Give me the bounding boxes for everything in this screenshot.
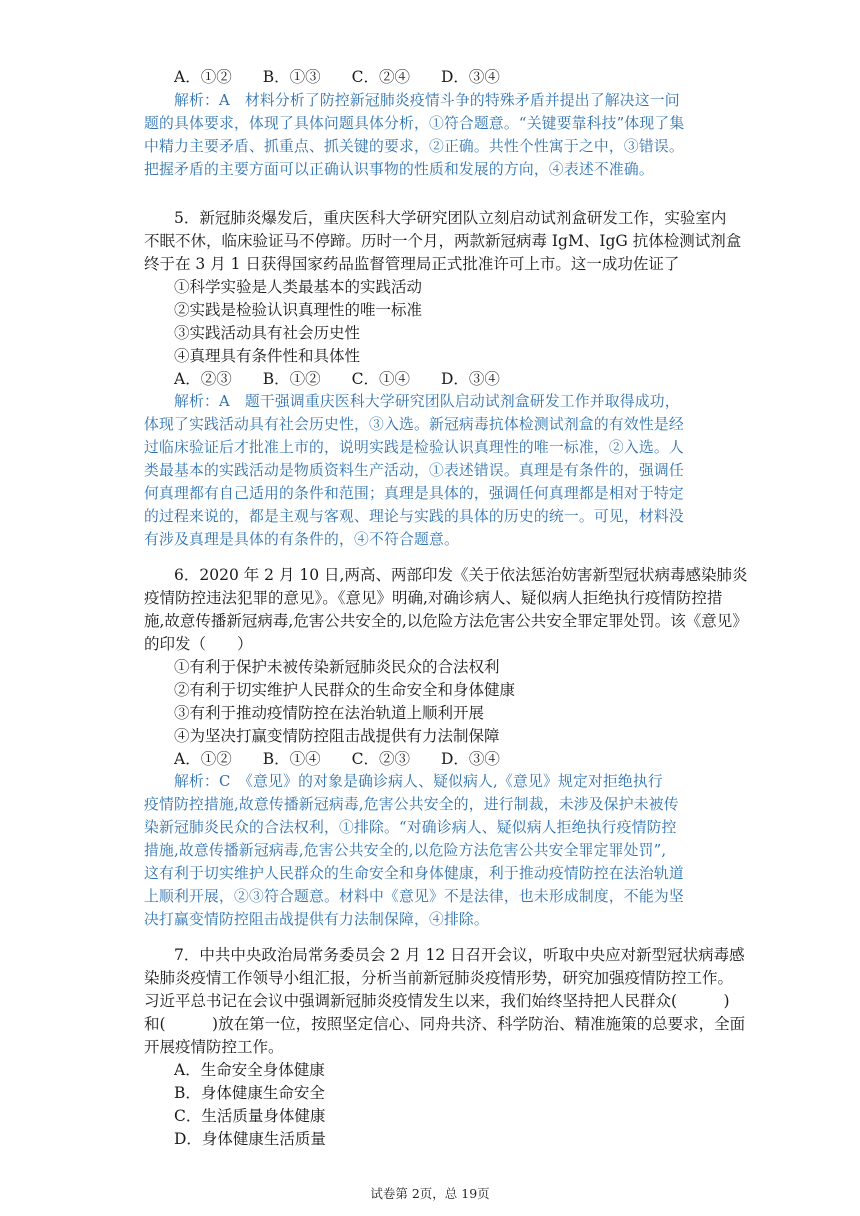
q6-analysis-line: 上顺利开展，②③符合题意。材料中《意见》不是法律，也未形成制度，不能为坚 xyxy=(144,888,684,905)
q7-choice-b: B．身体健康生命安全 xyxy=(174,1084,325,1102)
q6-options: A．①② B．①④ C．②③ D．③④ xyxy=(174,750,500,768)
q4-analysis-line: 题的具体要求，体现了具体问题具体分析，①符合题意。“关键要靠科技”体现了集 xyxy=(144,115,685,132)
q6-analysis-line: 解析：C 《意见》的对象是确诊病人、疑似病人,《意见》规定对拒绝执行 xyxy=(174,773,663,790)
q4-analysis-line: 中精力主要矛盾、抓重点、抓关键的要求，②正确。共性个性寓于之中，③错误。 xyxy=(144,138,684,155)
q7-stem-line: 开展疫情防控工作。 xyxy=(144,1038,284,1056)
q6-stem-line: 施,故意传播新冠病毒,危害公共安全的,以危险方法危害公共安全罪定罪处罚。该《意见》 xyxy=(144,612,748,630)
q7-stem-line: 习近平总书记在会议中强调新冠肺炎疫情发生以来，我们始终坚持把人民群众( ) xyxy=(144,992,730,1010)
q4-analysis-line: 解析：A 材料分析了防控新冠肺炎疫情斗争的特殊矛盾并提出了解决这一问 xyxy=(174,92,680,109)
q5-analysis-line: 过临床验证后才批准上市的，说明实践是检验认识真理性的唯一标准，②入选。人 xyxy=(144,439,684,456)
q7-choice-a: A．生命安全身体健康 xyxy=(174,1061,325,1079)
q5-stem-line: 不眠不休，临床验证马不停蹄。历时一个月，两款新冠病毒 IgM、IgG 抗体检测试剂盒 xyxy=(144,232,742,250)
q4-analysis-line: 把握矛盾的主要方面可以正确认识事物的性质和发展的方向，④表述不准确。 xyxy=(144,161,654,178)
page-footer: 试卷第 2页，总 19页 xyxy=(370,1186,490,1201)
q5-item: ③实践活动具有社会历史性 xyxy=(174,324,361,342)
q5-options: A．②③ B．①② C．①④ D．③④ xyxy=(174,370,500,388)
q6-analysis-line: 这有利于切实维护人民群众的生命安全和身体健康，利于推动疫情防控在法治轨道 xyxy=(144,865,684,882)
q5-item: ④真理具有条件性和具体性 xyxy=(174,347,361,365)
q6-item: ④为坚决打赢变情防控阻击战提供有力法制保障 xyxy=(174,727,500,745)
q5-stem-line: 终于在 3 月 1 日获得国家药品监督管理局正式批准许可上市。这一成功佐证了 xyxy=(144,255,680,273)
q5-analysis-line: 有涉及真理是具体的有条件的，④不符合题意。 xyxy=(144,531,459,548)
q5-item: ①科学实验是人类最基本的实践活动 xyxy=(174,278,423,296)
q6-analysis-line: 措施,故意传播新冠病毒,危害公共安全的,以危险方法危害公共安全罪定罪处罚”, xyxy=(144,842,667,859)
q6-stem-line: 的印发（ ） xyxy=(144,635,253,653)
q6-item: ②有利于切实维护人民群众的生命安全和身体健康 xyxy=(174,681,516,699)
q7-stem-line: 和( )放在第一位，按照坚定信心、同舟共济、科学防治、精准施策的总要求，全面 xyxy=(144,1015,746,1033)
q6-analysis-line: 染新冠肺炎民众的合法权利，①排除。“对确诊病人、疑似病人拒绝执行疫情防控 xyxy=(144,819,677,836)
q5-item: ②实践是检验认识真理性的唯一标准 xyxy=(174,301,423,319)
q6-stem-line: 疫情防控违法犯罪的意见》。《意见》明确,对确诊病人、疑似病人拒绝执行疫情防控措 xyxy=(144,589,723,607)
q5-analysis-line: 的过程来说的，都是主观与客观、理论与实践的具体的历史的统一。可见，材料没 xyxy=(144,508,684,525)
q7-choice-d: D．身体健康生活质量 xyxy=(174,1130,326,1148)
q5-stem-line: 5．新冠肺炎爆发后，重庆医科大学研究团队立刻启动试剂盒研发工作，实验室内 xyxy=(174,209,727,227)
q4-options: A．①② B．①③ C．②④ D．③④ xyxy=(174,68,500,86)
q6-stem-line: 6．2020 年 2 月 10 日,两高、两部印发《关于依法惩治妨害新型冠状病毒感染肺炎 xyxy=(174,566,748,584)
q6-item: ①有利于保护未被传染新冠肺炎民众的合法权利 xyxy=(174,658,500,676)
q6-analysis-line: 疫情防控措施,故意传播新冠病毒,危害公共安全的，进行制裁，未涉及保护未被传 xyxy=(144,796,679,813)
q5-analysis-line: 类最基本的实践活动是物质资料生产活动，①表述错误。真理是有条件的，强调任 xyxy=(144,462,684,479)
q7-stem-line: 染肺炎疫情工作领导小组汇报，分析当前新冠肺炎疫情形势，研究加强疫情防控工作。 xyxy=(144,969,734,987)
q6-analysis-line: 决打赢变情防控阻击战提供有力法制保障，④排除。 xyxy=(144,911,489,928)
q5-analysis-line: 体现了实践活动具有社会历史性，③入选。新冠病毒抗体检测试剂盒的有效性是经 xyxy=(144,416,684,433)
q5-analysis-line: 何真理都有自己适用的条件和范围；真理是具体的，强调任何真理都是相对于特定 xyxy=(144,485,684,502)
q7-stem-line: 7．中共中央政治局常务委员会 2 月 12 日召开会议，听取中央应对新型冠状病毒感 xyxy=(174,946,745,964)
q6-item: ③有利于推动疫情防控在法治轨道上顺利开展 xyxy=(174,704,485,722)
q5-analysis-line: 解析：A 题干强调重庆医科大学研究团队启动试剂盒研发工作并取得成功， xyxy=(174,393,680,410)
q7-choice-c: C．生活质量身体健康 xyxy=(174,1107,326,1125)
